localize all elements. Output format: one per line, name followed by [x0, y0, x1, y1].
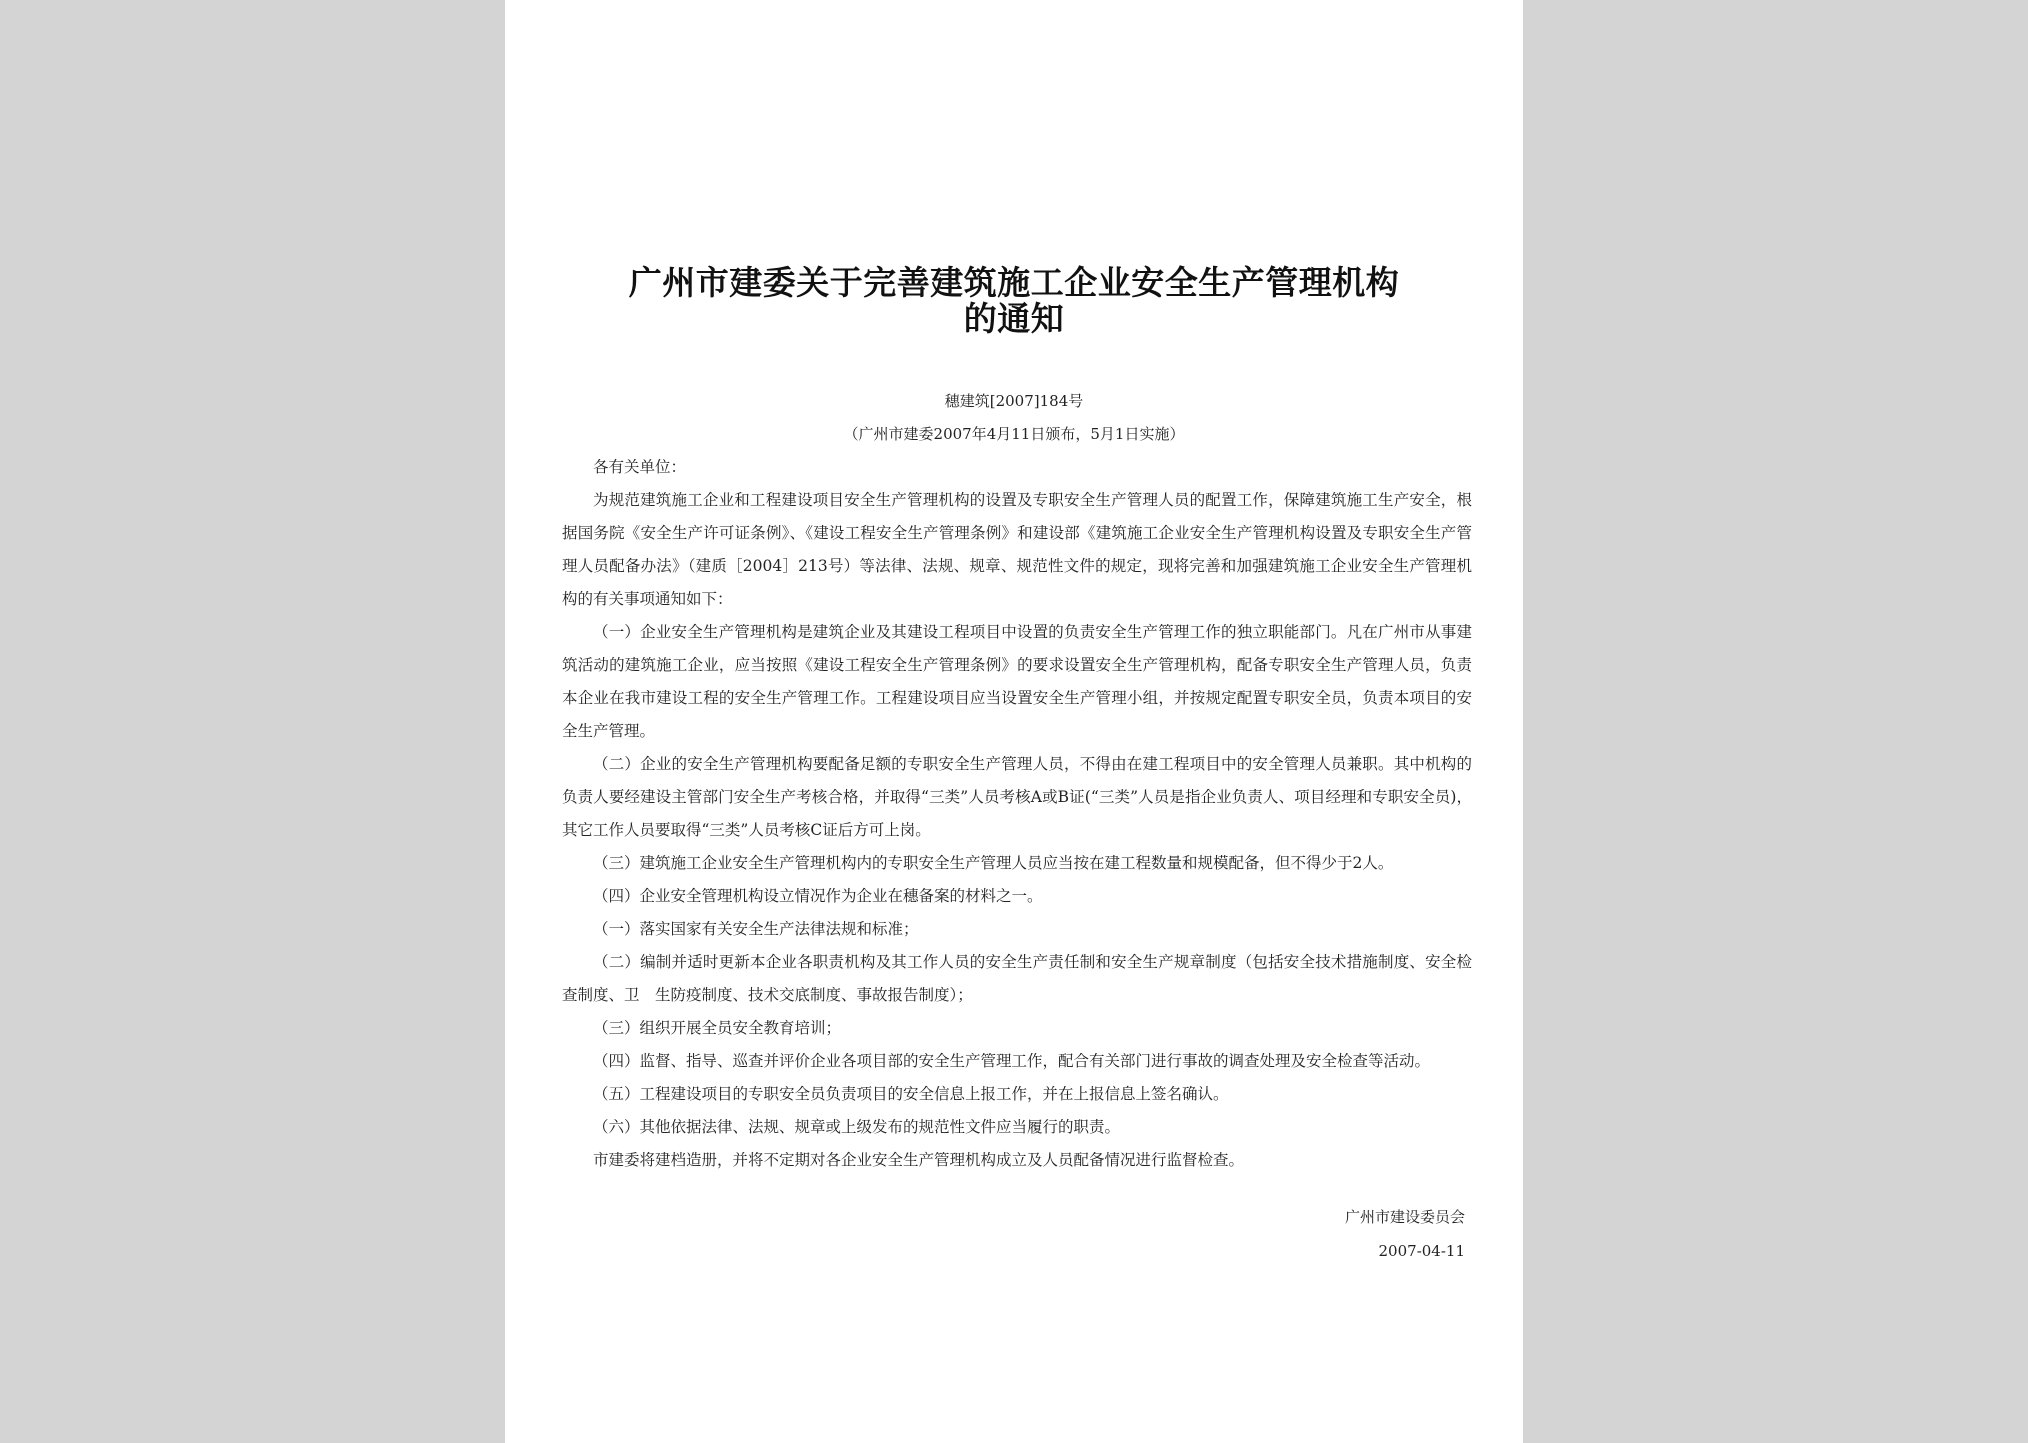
duty-item: （三）组织开展全员安全教育培训； [593, 1019, 842, 1037]
duty-item: （五）工程建设项目的专职安全员负责项目的安全信息上报工作，并在上报信息上签名确认。 [593, 1085, 1229, 1103]
intro-paragraph: 为规范建筑施工企业和工程建设项目安全生产管理机构的设置及专职安全生产管理人员的配置工作，保障建筑施工生产安全，根据国务院《安全生产许可证条例》、《建设工程安全生产管理条例》和建设部《建筑施工企业安全生产管理机构设置及专职安全生产管理人员配备办法》（建质［2004］213号）等法律、法规、规章、规范性文件的规定，现将完善和加强建筑施工企业安全生产管理机构的有关事项通知如下： [562, 491, 1472, 608]
duty-item: （一）落实国家有关安全生产法律法规和标准； [593, 920, 919, 938]
signer: 广州市建设委员会 [1344, 1208, 1465, 1226]
document-title-line-1: 广州市建委关于完善建筑施工企业安全生产管理机构 [628, 263, 1400, 302]
issued-note: （广州市建委2007年4月11日颁布，5月1日实施） [843, 425, 1185, 443]
body-paragraph: （三）建筑施工企业安全生产管理机构内的专职安全生产管理人员应当按在建工程数量和规模配备，但不得少于2人。 [593, 854, 1394, 872]
document-number: 穗建筑[2007]184号 [944, 392, 1084, 410]
duty-item: （四）监督、指导、巡查并评价企业各项目部的安全生产管理工作，配合有关部门进行事故的调查处理及安全检查等活动。 [593, 1052, 1431, 1070]
duty-item: （二）编制并适时更新本企业各职责机构及其工作人员的安全生产责任制和安全生产规章制度（包括安全技术措施制度、安全检查制度、卫 生防疫制度、技术交底制度、事故报告制度）； [562, 953, 1472, 1004]
duty-item: （六）其他依据法律、法规、规章或上级发布的规范性文件应当履行的职责。 [593, 1118, 1121, 1136]
salutation: 各有关单位： [593, 458, 687, 476]
closing-paragraph: 市建委将建档造册，并将不定期对各企业安全生产管理机构成立及人员配备情况进行监督检查。 [593, 1151, 1245, 1169]
document-body [562, 451, 1472, 1177]
document-title-line-2: 的通知 [963, 299, 1065, 338]
document-page [505, 0, 1523, 1443]
body-paragraph: （一）企业安全生产管理机构是建筑企业及其建设工程项目中设置的负责安全生产管理工作的独立职能部门。凡在广州市从事建筑活动的建筑施工企业，应当按照《建设工程安全生产管理条例》的要求设置安全生产管理机构，配备专职安全生产管理人员，负责本企业在我市建设工程的安全生产管理工作。工程建设项目应当设置安全生产管理小组，并按规定配置专职安全员，负责本项目的安全生产管理。 [562, 623, 1472, 740]
body-paragraph: （四）企业安全管理机构设立情况作为企业在穗备案的材料之一。 [593, 887, 1043, 905]
body-paragraph: （二）企业的安全生产管理机构要配备足额的专职安全生产管理人员，不得由在建工程项目中的安全管理人员兼职。其中机构的负责人要经建设主管部门安全生产考核合格，并取得“三类”人员考核A或B证(“三类”人员是指企业负责人、项目经理和专职安全员)，其它工作人员要取得“三类”人员考核C证后方可上岗。 [562, 755, 1472, 839]
signature-date: 2007-04-11 [1378, 1242, 1465, 1260]
